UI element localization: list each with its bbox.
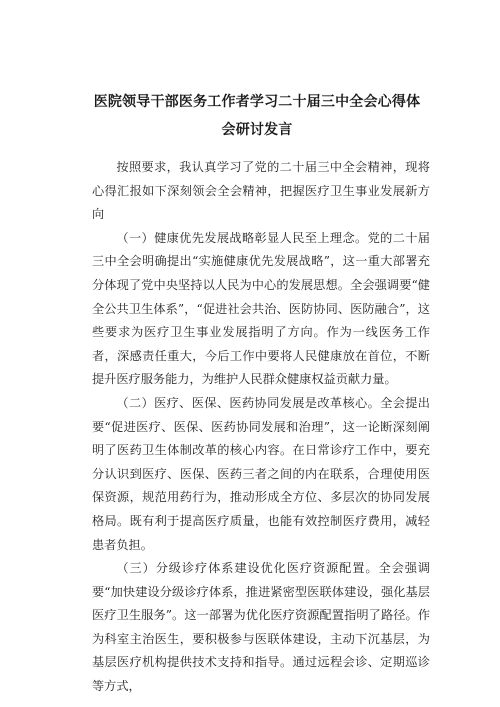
- paragraph-section-2: （二）医疗、医保、医药协同发展是改革核心。全会提出要“促进医疗、医保、医药协同发展和治理”，这一论断深刻阐明了医药卫生体制改革的核心内容。在日常诊疗工作中，要充分认识到医疗、医保、医药三者之间的内在联系，合理使用医保资源，规范用药行为，推动形成全方位、多层次的协同发展格局。既有利于提高医疗质量，也能有效控制医疗费用，减轻患者负担。: [92, 395, 430, 552]
- paragraph-section-3: （三）分级诊疗体系建设优化医疗资源配置。全会强调要“加快建设分级诊疗体系，推进紧密型医联体建设，强化基层医疗卫生服务”。这一部署为优化医疗资源配置指明了路径。作为科室主治医生，要积极参与医联体建设，主动下沉基层，为基层医疗机构提供技术支持和指导。通过远程会诊、定期巡诊等方式，: [92, 561, 430, 694]
- document-body: [92, 156, 430, 699]
- paragraph-intro: 按照要求，我认真学习了党的二十届三中全会精神，现将心得汇报如下深刻领会全会精神，把握医疗卫生事业发展新方向: [92, 160, 430, 222]
- paragraph-section-1: （一）健康优先发展战略彰显人民至上理念。党的二十届三中全会明确提出“实施健康优先发展战略”，这一重大部署充分体现了党中央坚持以人民为中心的发展思想。全会强调要“健全公共卫生体系”，“促进社会共治、医防协同、医防融合”，这些要求为医疗卫生事业发展指明了方向。作为一线医务工作者，深感责任重大，今后工作中要将人民健康放在首位，不断提升医疗服务能力，为维护人民群众健康权益贡献力量。: [92, 230, 430, 387]
- document-title: 医院领导干部医务工作者学习二十届三中全会心得体会研讨发言: [93, 94, 421, 138]
